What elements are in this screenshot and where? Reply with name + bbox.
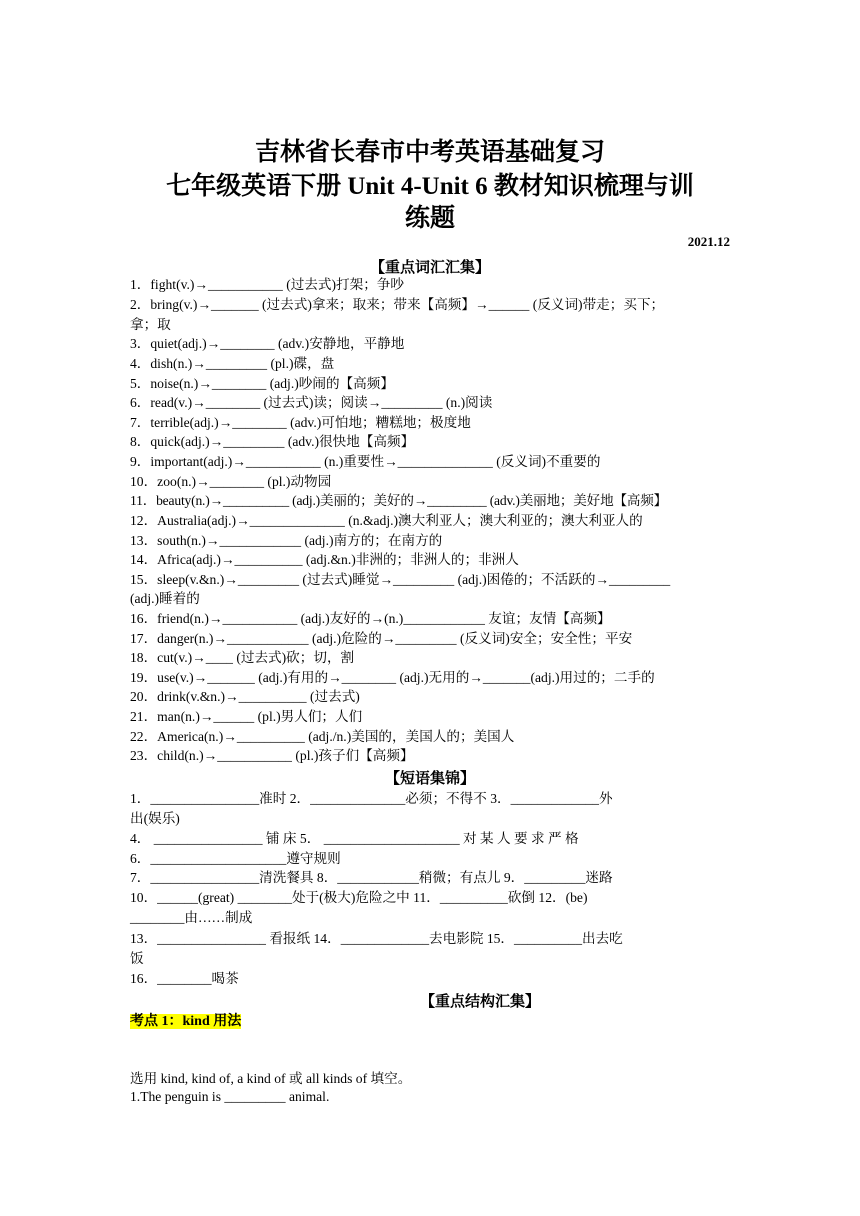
- section-heading-structure: 【重点结构汇集】: [419, 994, 540, 1010]
- document-title-line3: 练题: [404, 205, 455, 232]
- document-title-line1: 吉林省长春市中考英语基础复习: [254, 139, 605, 166]
- section-heading-phrases: 【短语集锦】: [384, 771, 475, 787]
- phrase-row: 13．________________ 看报纸 14．_____________去电影院 15．__________出去吃: [130, 931, 623, 946]
- exercise-question: 1.The penguin is _________ animal.: [130, 1089, 330, 1104]
- vocab-item: 10．zoo(n.)→________ (pl.)动物园: [130, 474, 332, 489]
- vocab-item: 20．drink(v.&n.)→__________ (过去式): [130, 689, 360, 704]
- phrase-row: 16．________喝茶: [130, 971, 239, 986]
- phrase-row: 7．________________清洗餐具 8．____________稍微；有点儿 9．_________迷路: [130, 870, 613, 885]
- vocab-item: 2．bring(v.)→_______ (过去式)拿来；取来；带来【高频】→______ (反义词)带走；买下；: [130, 297, 665, 312]
- vocab-item: 9．important(adj.)→___________ (n.)重要性→______________ (反义词)不重要的: [130, 454, 601, 469]
- vocab-item: 12．Australia(adj.)→______________ (n.&adj.)澳大利亚人；澳大利亚的；澳大利亚人的: [130, 513, 643, 528]
- vocab-item: 5．noise(n.)→________ (adj.)吵闹的【高频】: [130, 376, 394, 391]
- phrase-row-continued: 出(娱乐): [130, 811, 180, 826]
- kaodian-heading: [130, 1012, 730, 1031]
- phrase-row-continued: 饭: [130, 951, 144, 966]
- phrase-row: 6．____________________遵守规则: [130, 851, 341, 866]
- vocab-item: 1．fight(v.)→___________ (过去式)打架；争吵: [130, 277, 404, 292]
- phrase-row: 10．______(great) ________处于(极大)危险之中 11．__________砍倒 12．(be): [130, 890, 588, 905]
- document-title-line2: 七年级英语下册 Unit 4-Unit 6 教材知识梳理与训: [166, 173, 694, 200]
- phrase-row: 4． ________________ 铺 床 5． ____________________ 对 某 人 要 求 严 格: [130, 831, 579, 846]
- vocab-item: 13．south(n.)→____________ (adj.)南方的；在南方的: [130, 533, 443, 548]
- vocab-item: 19．use(v.)→_______ (adj.)有用的→________ (adj.)无用的→_______(adj.)用过的；二手的: [130, 670, 655, 685]
- vocab-item: 14．Africa(adj.)→__________ (adj.&n.)非洲的；非洲人的；非洲人: [130, 552, 519, 567]
- vocab-item-continued: (adj.)睡着的: [130, 591, 200, 606]
- vocab-item: 21．man(n.)→______ (pl.)男人们；人们: [130, 709, 363, 724]
- vocab-item: 11．beauty(n.)→__________ (adj.)美丽的；美好的→_________ (adv.)美丽地；美好地【高频】: [130, 493, 668, 508]
- vocab-item: 23．child(n.)→___________ (pl.)孩子们【高频】: [130, 748, 414, 763]
- vocab-item: 7．terrible(adj.)→________ (adv.)可怕地；糟糕地；极度地: [130, 415, 471, 430]
- vocab-item: 6．read(v.)→________ (过去式)读；阅读→_________ (n.)阅读: [130, 395, 493, 410]
- vocab-item: 17．danger(n.)→____________ (adj.)危险的→_________ (反义词)安全；安全性；平安: [130, 631, 633, 646]
- phrase-row: 1．________________准时 2．______________必须；不得不 3．_____________外: [130, 791, 613, 806]
- vocab-item: 22．America(n.)→__________ (adj./n.)美国的，美国人的；美国人: [130, 729, 515, 744]
- vocab-item: 18．cut(v.)→____ (过去式)砍；切，割: [130, 650, 355, 665]
- kaodian-highlight: 考点 1：kind 用法: [130, 1014, 242, 1029]
- vocab-item: 8．quick(adj.)→_________ (adv.)很快地【高频】: [130, 434, 415, 449]
- phrase-row-continued: ________由……制成: [130, 910, 253, 925]
- vocab-item: 16．friend(n.)→___________ (adj.)友好的→(n.)____________ 友谊；友情【高频】: [130, 611, 611, 626]
- vocab-item: 3．quiet(adj.)→________ (adv.)安静地，平静地: [130, 336, 405, 351]
- document-date: 2021.12: [687, 234, 730, 249]
- vocab-item: 15．sleep(v.&n.)→_________ (过去式)睡觉→_________ (adj.)困倦的；不活跃的→_________: [130, 572, 671, 587]
- section-heading-vocab: 【重点词汇汇集】: [369, 260, 490, 276]
- vocab-item-continued: 拿；取: [130, 317, 171, 332]
- exercise-instruction: 选用 kind, kind of, a kind of 或 all kinds of 填空。: [130, 1071, 412, 1086]
- vocab-item: 4．dish(n.)→_________ (pl.)碟，盘: [130, 356, 335, 371]
